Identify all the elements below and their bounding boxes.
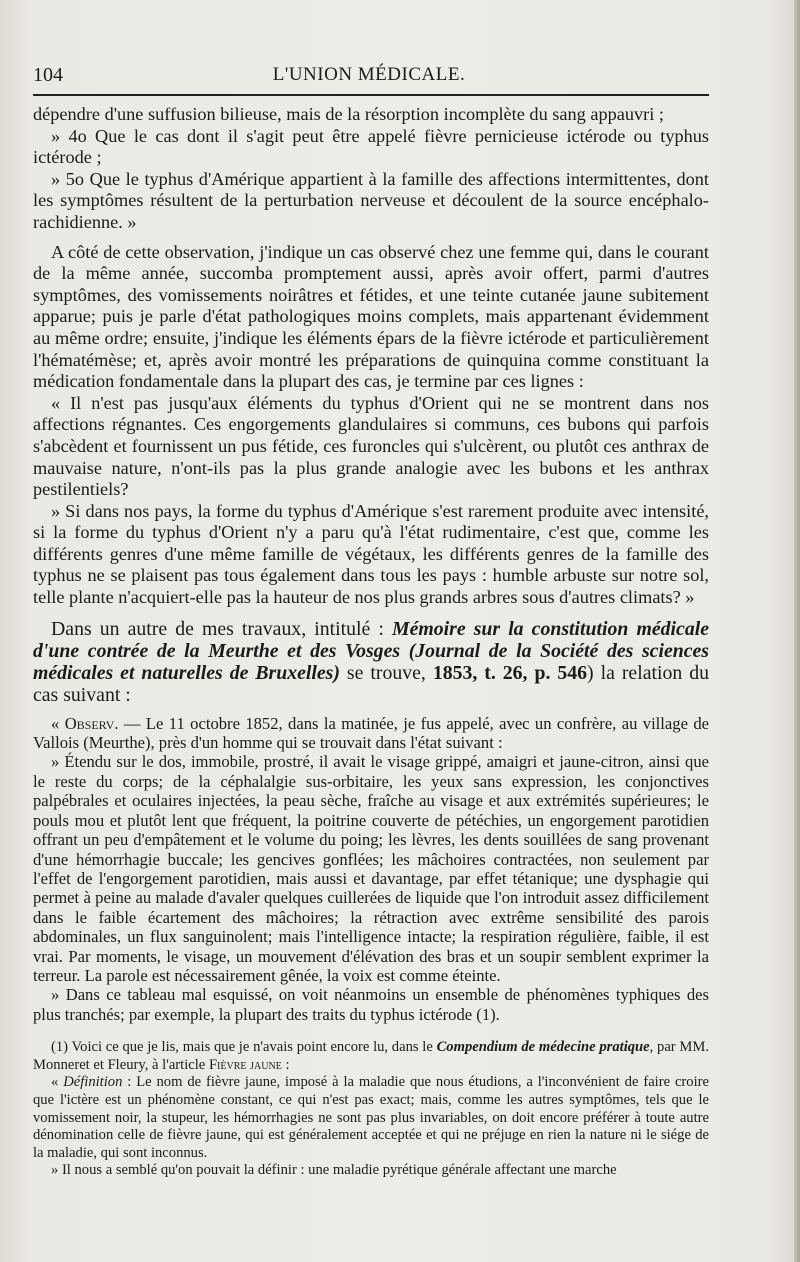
footnote-text: » Il nous a semblé qu'on pouvait la définir : une maladie pyrétique générale affectant une marche — [51, 1162, 617, 1179]
page-edge-shadow — [794, 0, 800, 1262]
paragraph-text: A côté de cette observation, j'indique un cas observé chez une femme qui, dans le courant de la même année, succomba promptement aussi, après avoir offert, parmi d'autres symptômes, des vomissements noirâtres et fétides, et une teinte cutanée jaune subitement apparue; puis je parle d'état pathologiques moins complets, mais appartenant évidemment au même ordre; ensuite, j'indique les éléments épars de la fièvre ictérode et particulièrement l'hématémèse; et, après avoir montré les préparations de quinquina comme constituant la médication fondamentale dans la plupart des cas, je termine par ces lignes : — [33, 241, 709, 392]
footnotes — [33, 1039, 709, 1180]
paragraph — [33, 242, 709, 393]
paragraph-text: Dans un autre de mes travaux, intitulé : — [51, 617, 392, 640]
paragraph-text: » 4o Que le cas dont il s'agit peut être appelé fièvre pernicieuse ictérode ou typhus ictérode ; — [33, 125, 709, 168]
footnote-text: Fièvre jaune — [208, 1056, 282, 1073]
page-number: 104 — [33, 64, 63, 86]
paragraph — [33, 985, 709, 1024]
paragraph-text: se trouve, — [339, 661, 433, 684]
running-title: L'UNION MÉDICALE. — [272, 64, 466, 85]
footnote-text: , par MM. Monneret et Fleury, à l'article — [33, 1039, 709, 1073]
paragraph — [33, 501, 709, 609]
footnote — [33, 1039, 709, 1074]
footnote-text: : — [281, 1056, 290, 1073]
paragraph-text: 1853, t. 26, p. 546 — [432, 661, 588, 684]
paragraph — [33, 618, 709, 706]
paragraph-text: » Étendu sur le dos, immobile, prostré, il avait le visage grippé, amaigri et jaune-citron, ainsi que le reste du corps; de la céphalalgie sus-orbitaire, les yeux sans expression, les conjonctives palpébrales et oculaires injectées, la peau sèche, fraîche au visage et aux extrémités supérieures; le pouls mou et plutôt lent que fréquent, la poitrine couverte de pétéchies, un engorgement parotidien offrant un peu d'empâtement et le volume du poing; les lèvres, les dents souillées de sang provenant d'une hémorrhagie buccale; les gencives gonflées; les mâchoires contractées, non seulement par l'effet de l'engorgement parotidien, mais aussi et davantage, par effet tétanique; une dysphagie qui permet à peine au malade d'avaler quelques cuillerées de liquide que l'on introduit assez difficilement dans le faible écartement des mâchoires; la rétraction avec extrême sensibilité des parois abdominales, un flux sanguinolent; mais l'intelligence intacte; la respiration régulière, faible, il est vrai. Par moments, le visage, un mouvement d'élévation des bras et un soupir semblent exprimer la terreur. La parole est nécessairement gênée, la voix est comme éteinte. — [33, 752, 709, 985]
paragraph-text: » Dans ce tableau mal esquissé, on voit néanmoins un ensemble de phénomènes typhiques des plus tranchés; par exemple, la plupart des traits du typhus ictérode (1). — [33, 985, 709, 1024]
paragraph — [33, 393, 709, 501]
paragraph — [33, 104, 709, 126]
paragraph-text: » 5o Que le typhus d'Amérique appartient à la famille des affections intermittentes, dont les symptômes résultent de la perturbation nerveuse et découlent de la source encéphalo-rachidienne. » — [33, 168, 709, 232]
paragraph — [33, 752, 709, 985]
footnote-text: : Le nom de fièvre jaune, imposé à la maladie que nous étudions, a l'inconvénient de faire croire que l'ictère est un phénomène constant, ce qui n'est pas exact; mais, comme les autres symptômes, tels que le vomissement noir, la stupeur, les hémorrhagies ne sont pas plus invariables, on doit encore préférer à toute autre dénomination celle de fièvre jaune, qui est généralement acceptée et qui ne préjuge en rien la nature ni le siége de la maladie, qui sont inconnus. — [33, 1074, 709, 1161]
paragraph — [33, 169, 709, 234]
footnote-text: « — [51, 1074, 64, 1091]
paragraph-list — [33, 104, 709, 1024]
paragraph — [33, 714, 709, 753]
main-text — [33, 104, 709, 1180]
footnote-text: (1) Voici ce que je lis, mais que je n'avais point encore lu, dans le — [51, 1039, 437, 1056]
paragraph-text: Observ. — [64, 713, 119, 733]
paragraph-text: ) la relation du cas suivant : — [33, 661, 709, 706]
paragraph-text: « — [51, 713, 65, 733]
paragraph-text: — Le 11 octobre 1852, dans la matinée, je fus appelé, avec un confrère, au village de Vallois (Meurthe), près d'un homme qui se trouvait dans l'état suivant : — [33, 713, 709, 753]
footnote — [33, 1074, 709, 1162]
footnote-text: Compendium de médecine pratique — [436, 1039, 650, 1056]
paragraph-text: dépendre d'une suffusion bilieuse, mais de la résorption incomplète du sang appauvri ; — [33, 104, 664, 124]
page-header — [33, 62, 705, 90]
paragraph — [33, 126, 709, 169]
footnote — [33, 1162, 709, 1180]
footnote-text: Définition — [63, 1074, 123, 1091]
paragraph-text: » Si dans nos pays, la forme du typhus d'Amérique s'est rarement produite avec intensité, si la forme du typhus d'Orient n'y a paru qu'à l'état rudimentaire, c'est que, comme les différents genres d'une même famille de végétaux, les différents genres de la famille des typhus ne se plaisent pas tous également dans tous les pays : humble arbuste sur notre sol, telle plante n'acquiert-elle pas la hauteur de nos plus grands arbres sous d'autres climats? » — [33, 500, 709, 608]
header-rule — [33, 94, 709, 96]
paragraph-text: « Il n'est pas jusqu'aux éléments du typhus d'Orient qui ne se montrent dans nos affections régnantes. Ces engorgements glandulaires si communs, ces bubons qui parfois s'abcèdent et fournissent un pus fétide, ces furoncles qui s'ulcèrent, ou plutôt ces anthrax de mauvaise nature, n'ont-ils pas la plus grande analogie avec les bubons et les anthrax pestilentiels? — [33, 392, 709, 500]
paragraph-text: Mémoire sur la constitution médicale d'une contrée de la Meurthe et des Vosges (Journal de la Société des sciences médicales et naturelles de Bruxelles) — [33, 617, 709, 684]
footnote-separator — [33, 1034, 709, 1035]
